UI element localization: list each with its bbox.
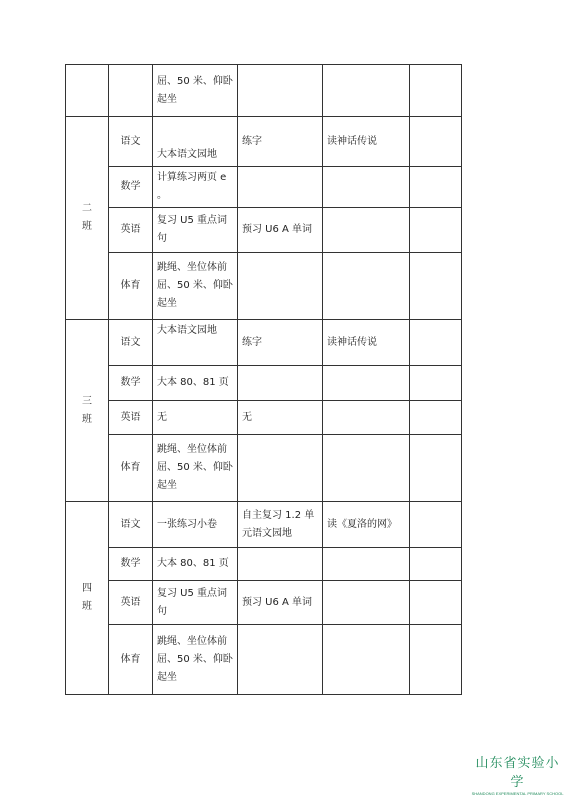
table-row	[66, 401, 462, 435]
table-row	[66, 625, 462, 695]
subject-cell: 英语	[109, 208, 153, 253]
homework-cell	[410, 208, 462, 253]
subject-cell: 数学	[109, 167, 153, 208]
homework-cell: 一张练习小卷	[153, 502, 238, 548]
homework-cell	[323, 253, 410, 320]
homework-cell	[238, 167, 323, 208]
class-label-top: 三	[82, 395, 92, 407]
homework-cell	[410, 366, 462, 401]
class-label-bottom: 班	[82, 601, 92, 612]
homework-cell	[238, 366, 323, 401]
homework-cell: 无	[153, 401, 238, 435]
homework-cell: 屈、50 米、仰卧起坐	[153, 65, 238, 117]
homework-cell: 大本 80、81 页	[153, 548, 238, 581]
homework-cell	[238, 65, 323, 117]
homework-cell	[323, 208, 410, 253]
class-label-bottom: 班	[82, 413, 92, 425]
homework-cell	[323, 625, 410, 695]
class-label-bottom: 班	[82, 221, 92, 232]
table-row	[66, 320, 462, 366]
homework-cell	[410, 581, 462, 625]
homework-cell	[323, 401, 410, 435]
homework-cell: 复习 U5 重点词句	[153, 208, 238, 253]
homework-cell: 大本语文园地	[153, 117, 238, 167]
subject-cell	[109, 65, 153, 117]
homework-cell: 读神话传说	[323, 117, 410, 167]
class-cell	[66, 65, 109, 117]
table-row	[66, 65, 462, 117]
homework-cell: 大本语文园地	[153, 320, 238, 366]
subject-cell: 语文	[109, 502, 153, 548]
homework-cell	[238, 548, 323, 581]
homework-table	[65, 64, 462, 695]
homework-cell: 读《夏洛的网》	[323, 502, 410, 548]
homework-cell	[410, 253, 462, 320]
school-logo-english: SHANDONG EXPERIMENTAL PRIMARY SCHOOL	[471, 791, 564, 796]
class-label-top: 四	[82, 583, 92, 594]
table-row	[66, 435, 462, 502]
homework-cell: 跳绳、坐位体前屈、50 米、仰卧起坐	[153, 435, 238, 502]
homework-cell	[410, 401, 462, 435]
homework-cell	[410, 65, 462, 117]
subject-cell: 数学	[109, 366, 153, 401]
homework-cell	[410, 548, 462, 581]
homework-cell: 大本 80、81 页	[153, 366, 238, 401]
homework-cell: 计算练习两页 e 。	[153, 167, 238, 208]
homework-cell: 读神话传说	[323, 320, 410, 366]
table-row	[66, 548, 462, 581]
homework-cell	[410, 502, 462, 548]
table-row	[66, 253, 462, 320]
homework-cell	[323, 366, 410, 401]
homework-cell	[410, 435, 462, 502]
homework-cell	[323, 65, 410, 117]
subject-cell: 英语	[109, 401, 153, 435]
homework-cell: 预习 U6 A 单词	[238, 581, 323, 625]
school-logo	[470, 752, 565, 796]
subject-cell: 语文	[109, 117, 153, 167]
school-logo-chinese: 山东省实验小学	[475, 756, 560, 790]
homework-cell: 跳绳、坐位体前屈、50 米、仰卧起坐	[153, 625, 238, 695]
subject-cell: 英语	[109, 581, 153, 625]
homework-cell	[323, 548, 410, 581]
homework-cell	[238, 625, 323, 695]
subject-cell: 体育	[109, 435, 153, 502]
homework-cell: 练字	[238, 117, 323, 167]
homework-cell	[323, 167, 410, 208]
homework-cell: 练字	[238, 320, 323, 366]
homework-cell	[410, 117, 462, 167]
homework-cell: 无	[238, 401, 323, 435]
homework-cell	[410, 167, 462, 208]
subject-cell: 数学	[109, 548, 153, 581]
table-row	[66, 366, 462, 401]
class-label	[66, 320, 109, 502]
table-row	[66, 167, 462, 208]
subject-cell: 体育	[109, 625, 153, 695]
table-row	[66, 502, 462, 548]
homework-cell: 跳绳、坐位体前屈、50 米、仰卧起坐	[153, 253, 238, 320]
table-row	[66, 208, 462, 253]
homework-cell: 自主复习 1.2 单元语文园地	[238, 502, 323, 548]
homework-cell	[323, 581, 410, 625]
subject-cell: 语文	[109, 320, 153, 366]
homework-cell: 预习 U6 A 单词	[238, 208, 323, 253]
subject-cell: 体育	[109, 253, 153, 320]
class-label	[66, 502, 109, 695]
homework-cell: 复习 U5 重点词句	[153, 581, 238, 625]
homework-cell	[410, 320, 462, 366]
homework-cell	[238, 435, 323, 502]
class-label	[66, 117, 109, 320]
table-row	[66, 581, 462, 625]
homework-cell	[238, 253, 323, 320]
homework-cell	[323, 435, 410, 502]
table-row	[66, 117, 462, 167]
homework-cell	[410, 625, 462, 695]
class-label-top: 二	[82, 203, 92, 214]
